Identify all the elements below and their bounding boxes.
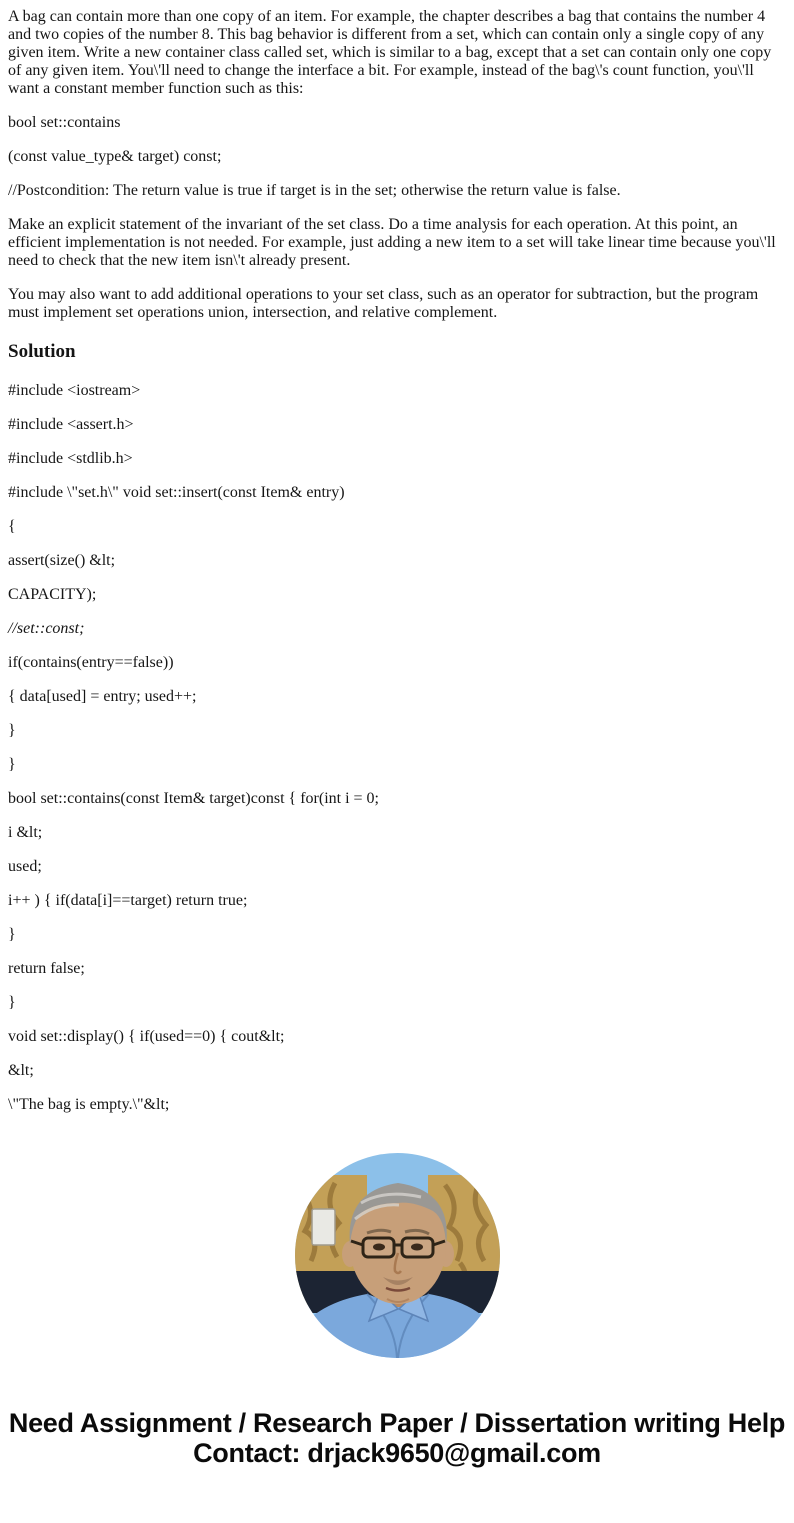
- spec-code-line: bool set::contains: [8, 114, 121, 131]
- footer-banner: [8, 1408, 786, 1468]
- code-line: return false;: [8, 960, 85, 977]
- code-line: \"The bag is empty.\"&lt;: [8, 1096, 170, 1113]
- help-heading: Need Assignment / Research Paper / Dissertation writing Help: [8, 1408, 786, 1438]
- code-line: bool set::contains(const Item& target)const { for(int i = 0;: [8, 790, 379, 807]
- code-line: }: [8, 926, 16, 943]
- code-line: #include <stdlib.h>: [8, 450, 133, 467]
- invariant-paragraph: Make an explicit statement of the invariant of the set class. Do a time analysis for each operation. At this point, an efficient implementation is not needed. For example, just adding a new item to a set will take linear time because you\'ll need to check that the new item isn\'t already present.: [8, 216, 776, 269]
- intro-paragraph: A bag can contain more than one copy of an item. For example, the chapter describes a bag that contains the number 4 and two copies of the number 8. This bag behavior is different from a set, which can contain only a single copy of any given item. Write a new container class called set, which is similar to a bag, except that a set can contain only one copy of any given item. You\'ll need to change the interface a bit. For example, instead of the bag\'s count function, you\'ll want a constant member function such as this:: [8, 8, 772, 97]
- spec-code-line: (const value_type& target) const;: [8, 148, 222, 165]
- code-line: assert(size() &lt;: [8, 552, 116, 569]
- photo-switch-plate: [312, 1209, 335, 1245]
- code-line: }: [8, 994, 16, 1011]
- code-line-comment: //set::const;: [8, 620, 85, 637]
- code-line: used;: [8, 858, 42, 875]
- code-line: #include \"set.h\" void set::insert(const Item& entry): [8, 484, 345, 501]
- code-line: &lt;: [8, 1062, 34, 1079]
- operations-paragraph: You may also want to add additional operations to your set class, such as an operator for subtraction, but the program must implement set operations union, intersection, and relative complement.: [8, 286, 759, 321]
- code-line: { data[used] = entry; used++;: [8, 688, 197, 705]
- code-line: i &lt;: [8, 824, 43, 841]
- code-line: void set::display() { if(used==0) { cout&lt;: [8, 1028, 285, 1045]
- spec-postcondition-line: //Postcondition: The return value is true if target is in the set; otherwise the return value is false.: [8, 182, 621, 199]
- code-line: #include <assert.h>: [8, 416, 134, 433]
- code-line: {: [8, 518, 16, 535]
- solution-heading: Solution: [8, 341, 76, 362]
- assignment-document: [8, 8, 786, 1468]
- code-line: }: [8, 756, 16, 773]
- contact-line: Contact: drjack9650@gmail.com: [193, 1438, 601, 1468]
- code-line: i++ ) { if(data[i]==target) return true;: [8, 892, 248, 909]
- code-line: if(contains(entry==false)): [8, 654, 174, 671]
- code-line: CAPACITY);: [8, 586, 97, 603]
- tutor-photo-container: [8, 1153, 786, 1358]
- code-line: #include <iostream>: [8, 382, 141, 399]
- code-line: }: [8, 722, 16, 739]
- tutor-photo: [295, 1153, 500, 1358]
